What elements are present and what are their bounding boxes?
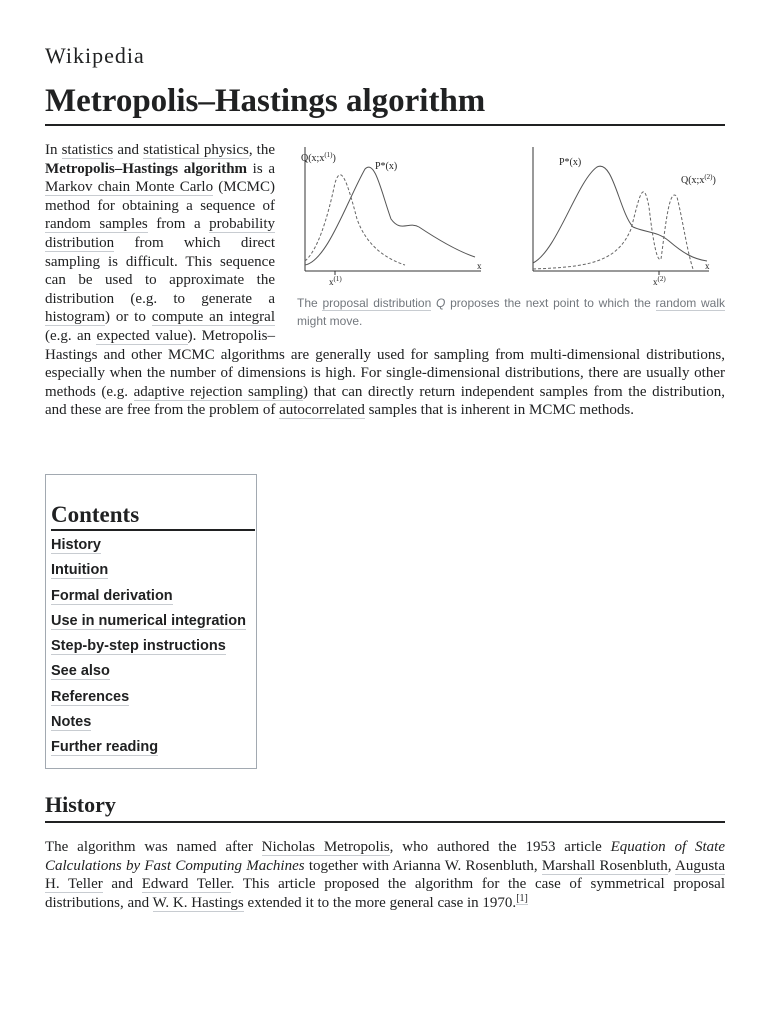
link-expected-value[interactable]: expected value (96, 327, 188, 344)
link-histogram[interactable]: histogram (45, 309, 105, 326)
link-marshall-rosenbluth[interactable]: Marshall Rosenbluth (541, 857, 668, 874)
svg-text:P*(x): P*(x) (559, 157, 582, 168)
intro-paragraph: In statistics and statistical physics, the Metropolis–Hastings algorithm is a Markov chain Monte Carlo (MCMC) method for obtaining a sequence of random samples from a probability distribution from which direct sampling is difficult. This sequence can be used to approximate the distribution (e.g. to generate a histogram) or to compute an integral (e.g. an expected value). Metropolis–Hastings and other MCMC algorithms are generally used for sampling from multi-dimensional distributions, especially when the number of dimensions is high. For single-dimensional distributions, there are usually other methods (e.g. adaptive rejection sampling) that can directly return independent samples from the distribution, and these are free from the problem of autocorrelated samples that is inherent in MCMC methods. (45, 142, 726, 419)
toc-item-see-also[interactable]: See also (51, 663, 110, 680)
toc-title: Contents (51, 501, 255, 531)
link-statistical-physics[interactable]: statistical physics (143, 142, 249, 158)
history-heading: History (45, 789, 725, 823)
svg-text:P*(x): P*(x) (375, 161, 398, 172)
right-q-curve (533, 192, 693, 269)
link-edward-teller[interactable]: Edward Teller (141, 876, 231, 893)
toc-item-notes[interactable]: Notes (51, 714, 92, 731)
link-markov-chain-monte-carlo[interactable]: Markov chain Monte Carlo (45, 179, 214, 196)
right-panel (533, 147, 716, 287)
svg-text:Q(x;x(2)): $Q(x;x^{(2)})$ (681, 173, 716, 186)
proposal-figure (297, 141, 725, 330)
svg-text:x(1): $x^{(1)}$ (329, 275, 342, 287)
link-proposal-distribution[interactable]: proposal distribution (322, 296, 432, 310)
table-of-contents (45, 474, 257, 769)
link-random-samples[interactable]: random samples (45, 216, 148, 233)
link-autocorrelated[interactable]: autocorrelated (279, 402, 365, 419)
toc-item-references[interactable]: References (51, 688, 130, 705)
svg-text:x(2): $x^{(2)}$ (653, 275, 666, 287)
wikipedia-wordmark[interactable]: Wikipedia (45, 43, 145, 68)
link-compute-integral[interactable]: compute an integral (151, 309, 275, 326)
svg-text:x: x (705, 261, 710, 271)
link-wk-hastings[interactable]: W. K. Hastings (152, 894, 244, 911)
link-adaptive-rejection-sampling[interactable]: adaptive rejection sampling (133, 383, 304, 400)
history-paragraph: The algorithm was named after Nicholas Metropolis, who authored the 1953 article Equation of State Calculations by Fast Computing Machines together with Arianna W. Rosenbluth, Marshall Rosenbluth, Augusta H. Teller and Edward Teller. This article proposed the algorithm for the case of symmetrical proposal distributions, and W. K. Hastings extended it to the more general case in 1970.[1] (45, 839, 725, 911)
toc-item-formal-derivation[interactable]: Formal derivation (51, 587, 173, 604)
left-panel (301, 147, 482, 287)
toc-item-numerical-integration[interactable]: Use in numerical integration (51, 612, 246, 629)
toc-list (51, 537, 246, 765)
svg-text:x: x (477, 261, 482, 271)
toc-item-intuition[interactable]: Intuition (51, 562, 109, 579)
figure-caption: The proposal distribution Q proposes the next point to which the random walk might move. (297, 296, 725, 328)
link-statistics[interactable]: statistics (61, 142, 114, 158)
left-p-curve (305, 167, 475, 265)
page-title: Metropolis–Hastings algorithm (45, 80, 725, 126)
article-title: Equation of State Calculations by Fast Computing Machines (45, 839, 725, 874)
article-subject: Metropolis–Hastings algorithm (45, 160, 248, 177)
proposal-distribution-image (297, 141, 725, 291)
toc-item-further-reading[interactable]: Further reading (51, 739, 159, 756)
toc-item-history[interactable]: History (51, 537, 101, 553)
link-augusta-teller[interactable]: Augusta H. Teller (45, 857, 725, 893)
toc-item-step-by-step[interactable]: Step-by-step instructions (51, 638, 226, 655)
citation-1[interactable]: [1] (516, 892, 528, 904)
intro-section (45, 141, 725, 420)
link-random-walk[interactable]: random walk (655, 296, 725, 310)
link-probability-distribution[interactable]: probability distribution (45, 216, 275, 251)
svg-text:Q(x;x(1)): $Q(x;x^{(1)})$ (301, 151, 336, 164)
link-nicholas-metropolis[interactable]: Nicholas Metropolis (261, 839, 390, 855)
